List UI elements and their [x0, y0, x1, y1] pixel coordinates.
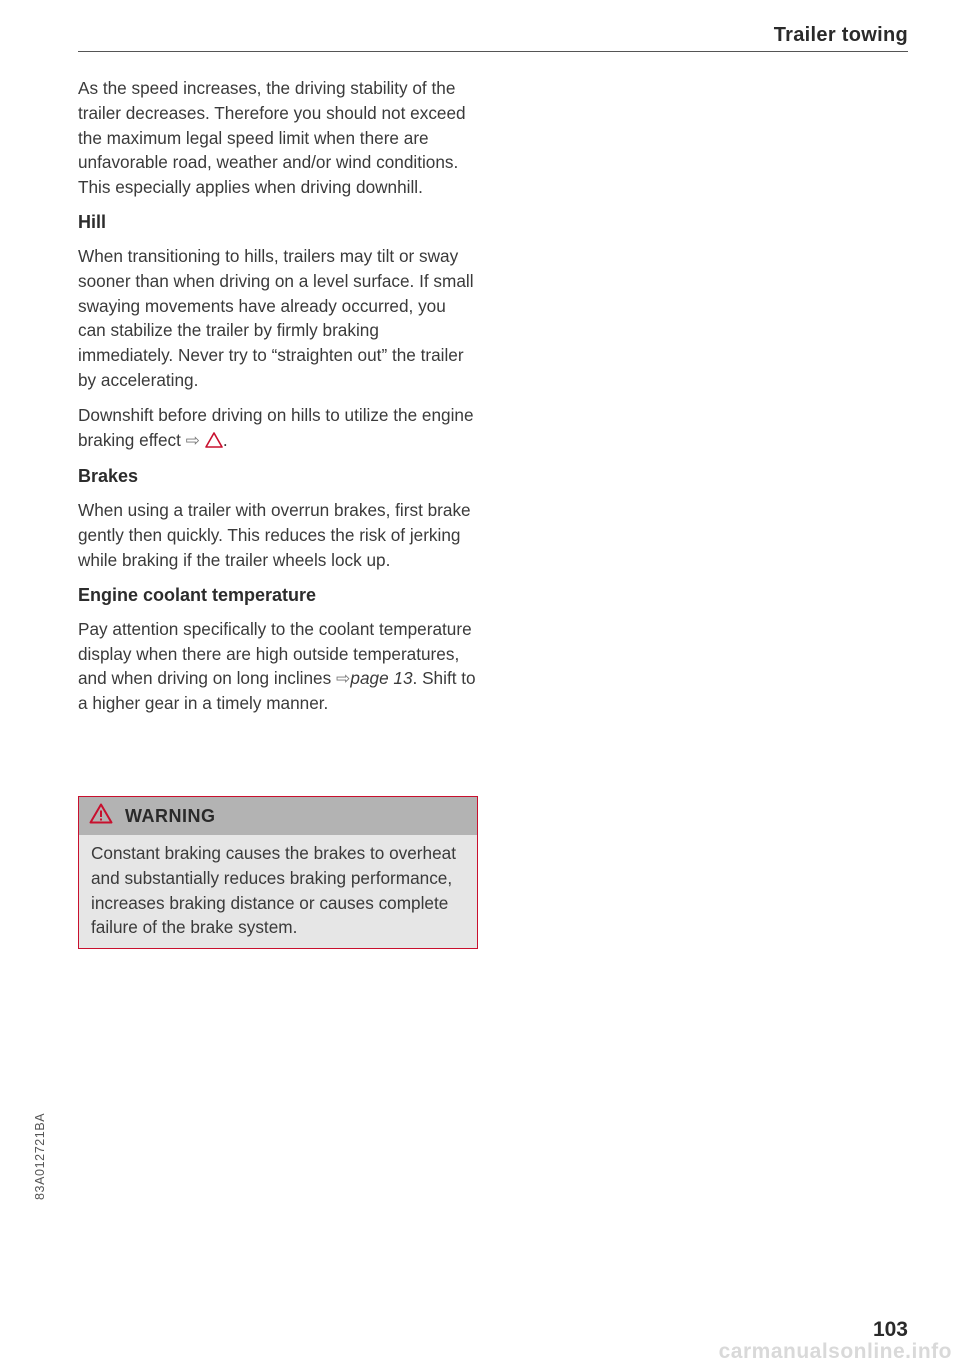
hill-paragraph-2-end: . [222, 429, 228, 450]
reference-arrow-icon: ⇨ [336, 668, 351, 689]
page-number: 103 [872, 1318, 908, 1341]
heading-brakes: Brakes [78, 466, 139, 487]
warning-box [78, 796, 478, 949]
warning-text: Constant braking causes the brakes to overheat and substantially reduces braking performance, increases braking distance or causes complete failure of the brake system. [91, 843, 456, 938]
warning-triangle-icon[interactable] [205, 430, 223, 455]
hill-paragraph-1: When transitioning to hills, trailers may tilt or sway sooner than when driving on a level surface. If small swaying movements have already occurred, you can stabilize the trailer by firmly braking immediately. Never try to “straighten out” the trailer by accelerating. [78, 245, 474, 390]
brakes-paragraph: When using a trailer with overrun brakes, first brake gently then quickly. This reduces the risk of jerking while braking if the trailer wheels lock up. [78, 500, 471, 570]
warning-title: WARNING [125, 805, 216, 826]
warning-header [79, 797, 477, 835]
page-reference-link[interactable]: page 13 [350, 668, 413, 689]
heading-engine-coolant: Engine coolant temperature [78, 584, 317, 605]
heading-hill: Hill [78, 211, 107, 232]
main-column [78, 76, 478, 726]
warning-triangle-icon [89, 803, 113, 829]
coolant-paragraph [78, 617, 478, 716]
intro-paragraph: As the speed increases, the driving stability of the trailer decreases. Therefore you should not exceed the maximum legal speed limit when there are unfavorable road, weather and/or wind conditions. This especially applies when driving downhill. [78, 78, 466, 198]
section-title: Trailer towing [773, 24, 908, 46]
coolant-paragraph-end: . Shift to a higher gear in a timely manner. [78, 668, 476, 714]
header-rule [78, 51, 908, 52]
document-code: 83A012721BA [33, 1112, 47, 1200]
hill-paragraph-2-text: Downshift before driving on hills to utilize the engine braking effect [78, 404, 474, 450]
coolant-paragraph-text: Pay attention specifically to the coolant temperature display when there are high outside temperatures, and when driving on long inclines [78, 618, 472, 689]
hill-paragraph-2 [78, 403, 478, 455]
reference-arrow-icon: ⇨ [185, 429, 201, 450]
watermark: carmanualsonline.info [718, 1340, 952, 1363]
